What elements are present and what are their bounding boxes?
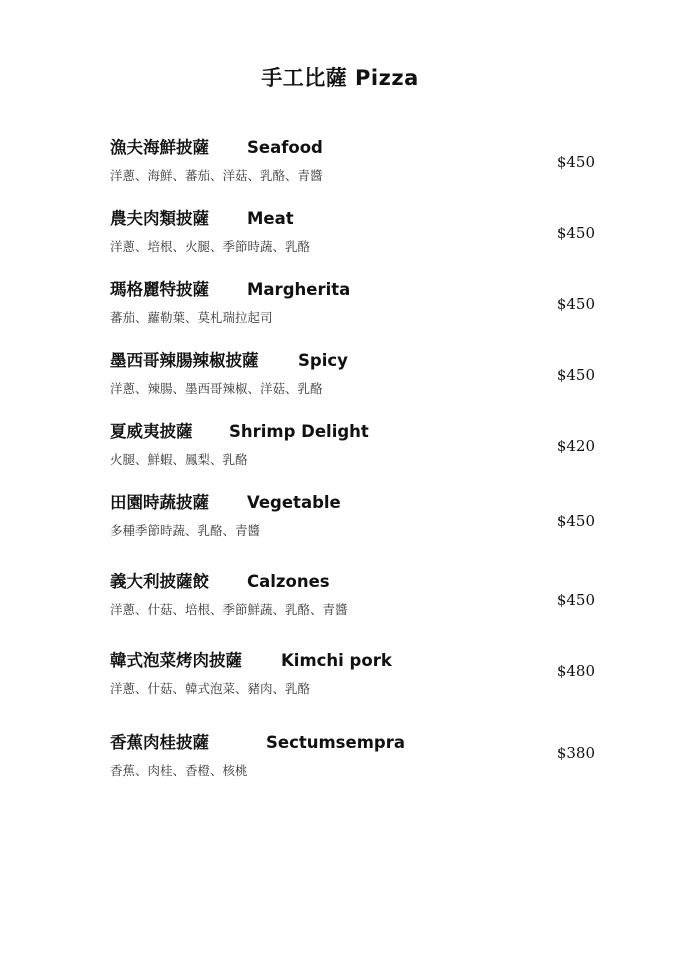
item-ingredients: 洋蔥、什菇、韓式泡菜、豬肉、乳酪	[110, 681, 311, 696]
item-price: $450	[556, 591, 595, 609]
item-price: $450	[556, 295, 595, 313]
menu-item	[110, 421, 600, 481]
item-name-row	[110, 208, 294, 230]
item-ingredients: 洋蔥、辣腸、墨西哥辣椒、洋菇、乳酪	[110, 381, 323, 396]
item-name-row	[110, 732, 405, 754]
page-title: 手工比薩 Pizza	[261, 66, 419, 90]
item-name-en: Meat	[247, 209, 294, 228]
item-ingredients: 洋蔥、什菇、培根、季節鮮蔬、乳酪、青醬	[110, 602, 348, 617]
item-name-row	[110, 650, 392, 672]
menu-item	[110, 279, 600, 339]
item-name-zh: 農夫肉類披薩	[110, 209, 209, 228]
item-name-en: Sectumsempra	[266, 733, 405, 752]
item-price: $380	[556, 744, 595, 762]
item-name-row	[110, 279, 351, 301]
menu-item	[110, 137, 600, 197]
item-ingredients: 香蕉、肉桂、香橙、核桃	[110, 763, 248, 778]
item-name-row	[110, 137, 323, 159]
item-name-en: Margherita	[247, 280, 351, 299]
menu-item	[110, 208, 600, 268]
item-price: $450	[556, 153, 595, 171]
item-ingredients: 蕃茄、蘿勒葉、莫札瑞拉起司	[110, 310, 273, 325]
item-name-zh: 漁夫海鮮披薩	[110, 138, 209, 157]
menu-item	[110, 492, 600, 552]
menu-item	[110, 571, 600, 631]
item-price: $420	[556, 437, 595, 455]
item-ingredients: 洋蔥、培根、火腿、季節時蔬、乳酪	[110, 239, 311, 254]
item-price: $480	[556, 662, 595, 680]
item-name-en: Spicy	[298, 351, 348, 370]
item-price: $450	[556, 512, 595, 530]
item-name-zh: 田園時蔬披薩	[110, 493, 209, 512]
item-name-row	[110, 492, 341, 514]
item-name-en: Shrimp Delight	[229, 422, 369, 441]
item-name-en: Calzones	[247, 572, 330, 591]
item-name-zh: 香蕉肉桂披薩	[110, 733, 209, 752]
item-price: $450	[556, 224, 595, 242]
menu-item	[110, 650, 600, 710]
item-name-en: Seafood	[247, 138, 323, 157]
item-name-en: Kimchi pork	[281, 651, 392, 670]
item-name-row	[110, 421, 369, 443]
item-ingredients: 火腿、鮮蝦、鳳梨、乳酪	[110, 452, 248, 467]
item-ingredients: 多種季節時蔬、乳酪、青醬	[110, 523, 261, 538]
item-name-en: Vegetable	[247, 493, 341, 512]
menu-item	[110, 732, 600, 792]
item-ingredients: 洋蔥、海鮮、蕃茄、洋菇、乳酪、青醬	[110, 168, 323, 183]
item-name-zh: 韓式泡菜烤肉披薩	[110, 651, 242, 670]
item-name-row	[110, 350, 348, 372]
item-name-zh: 義大利披薩餃	[110, 572, 209, 591]
item-name-row	[110, 571, 330, 593]
item-name-zh: 墨西哥辣腸辣椒披薩	[110, 351, 259, 370]
item-name-zh: 夏威夷披薩	[110, 422, 193, 441]
item-price: $450	[556, 366, 595, 384]
menu-item	[110, 350, 600, 410]
item-name-zh: 瑪格麗特披薩	[110, 280, 209, 299]
